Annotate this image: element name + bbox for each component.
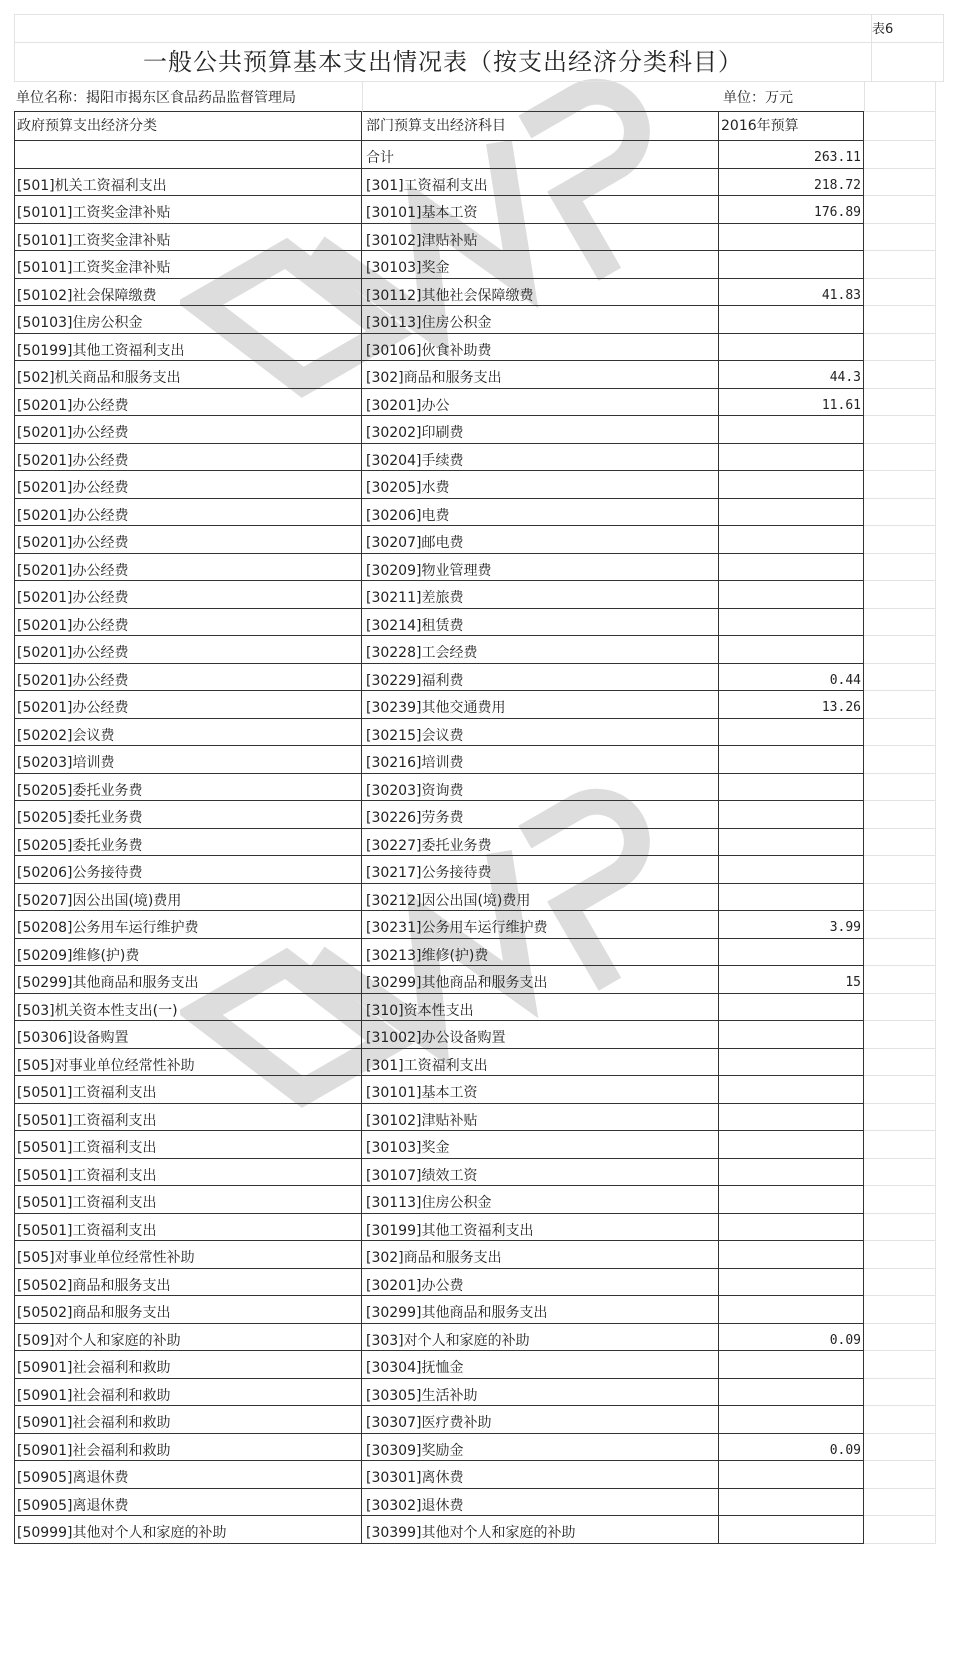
dept-item-cell: [301]工资福利支出 [362, 169, 719, 197]
gov-class-cell: [50299]其他商品和服务支出 [14, 966, 362, 994]
gov-class-cell: [505]对事业单位经常性补助 [14, 1241, 362, 1269]
blank-cell [864, 499, 936, 527]
blank-cell [864, 1324, 936, 1352]
dept-item-cell: [30304]抚恤金 [362, 1351, 719, 1379]
table-number: 表6 [872, 14, 944, 43]
amount-cell [719, 554, 864, 582]
table-row [14, 1489, 944, 1517]
blank-cell [864, 581, 936, 609]
gov-class-cell: [50999]其他对个人和家庭的补助 [14, 1516, 362, 1544]
gov-class-cell: [50102]社会保障缴费 [14, 279, 362, 307]
blank-cell [864, 719, 936, 747]
gov-class-cell: [50306]设备购置 [14, 1021, 362, 1049]
dept-item-cell: [30101]基本工资 [362, 1076, 719, 1104]
table-row [14, 471, 944, 499]
blank-cell [864, 746, 936, 774]
amount-cell [719, 994, 864, 1022]
amount-cell [719, 306, 864, 334]
blank-cell [864, 884, 936, 912]
gov-class-cell: [50101]工资奖金津补贴 [14, 196, 362, 224]
table-row [14, 1296, 944, 1324]
dept-item-cell: [301]工资福利支出 [362, 1049, 719, 1077]
dept-item-cell: [30203]资询费 [362, 774, 719, 802]
gov-class-cell: [50203]培训费 [14, 746, 362, 774]
gov-class-cell: [50502]商品和服务支出 [14, 1296, 362, 1324]
blank-cell [864, 279, 936, 307]
amount-cell: 263.11 [719, 141, 864, 169]
blank-cell [864, 1104, 936, 1132]
amount-cell [719, 499, 864, 527]
blank-cell [864, 801, 936, 829]
table-row [14, 609, 944, 637]
gov-class-cell: [50901]社会福利和救助 [14, 1434, 362, 1462]
gov-class-cell: [50501]工资福利支出 [14, 1076, 362, 1104]
dept-item-cell: [30113]住房公积金 [362, 1186, 719, 1214]
table-row [14, 1104, 944, 1132]
table-row [14, 966, 944, 994]
dept-item-cell: [30217]公务接待费 [362, 856, 719, 884]
gov-class-cell: [50201]办公经费 [14, 691, 362, 719]
blank-cell [864, 774, 936, 802]
dept-item-cell: [30216]培训费 [362, 746, 719, 774]
gov-class-cell: [50205]委托业务费 [14, 801, 362, 829]
blank-cell [864, 361, 936, 389]
table-row [14, 526, 944, 554]
amount-cell [719, 1159, 864, 1187]
amount-cell: 0.44 [719, 664, 864, 692]
dept-item-cell: 合计 [362, 141, 719, 169]
amount-cell [719, 416, 864, 444]
dept-item-cell: [30107]绩效工资 [362, 1159, 719, 1187]
table-row [14, 279, 944, 307]
gov-class-cell: [509]对个人和家庭的补助 [14, 1324, 362, 1352]
dept-item-cell: [30201]办公费 [362, 1269, 719, 1297]
gov-class-cell: [50209]维修(护)费 [14, 939, 362, 967]
table-body [14, 141, 944, 1544]
table-row [14, 1241, 944, 1269]
blank-cell [864, 251, 936, 279]
gov-class-cell: [50501]工资福利支出 [14, 1214, 362, 1242]
unit-info-row [14, 82, 944, 112]
table-row [14, 1351, 944, 1379]
dept-item-cell: [30302]退休费 [362, 1489, 719, 1517]
blank-cell [864, 1461, 936, 1489]
amount-cell [719, 829, 864, 857]
gov-class-cell: [50905]离退休费 [14, 1461, 362, 1489]
blank-cell [872, 43, 944, 82]
dept-item-cell: [30214]租赁费 [362, 609, 719, 637]
amount-cell [719, 1406, 864, 1434]
amount-cell [719, 1461, 864, 1489]
blank-cell [864, 664, 936, 692]
blank-cell [864, 1406, 936, 1434]
dept-item-cell: [30299]其他商品和服务支出 [362, 1296, 719, 1324]
gov-class-cell: [50201]办公经费 [14, 526, 362, 554]
table-row [14, 416, 944, 444]
amount-cell: 0.09 [719, 1434, 864, 1462]
blank-cell [864, 1379, 936, 1407]
amount-cell: 3.99 [719, 911, 864, 939]
blank-cell [864, 1186, 936, 1214]
amount-cell: 0.09 [719, 1324, 864, 1352]
table-row [14, 994, 944, 1022]
table-row [14, 1021, 944, 1049]
amount-cell: 218.72 [719, 169, 864, 197]
table-row [14, 801, 944, 829]
amount-cell [719, 1296, 864, 1324]
dept-item-cell: [30226]劳务费 [362, 801, 719, 829]
table-row [14, 939, 944, 967]
amount-cell [719, 1214, 864, 1242]
dept-item-cell: [30101]基本工资 [362, 196, 719, 224]
amount-cell [719, 939, 864, 967]
dept-item-cell: [30215]会议费 [362, 719, 719, 747]
table-header [14, 112, 944, 141]
amount-cell [719, 526, 864, 554]
table-row [14, 306, 944, 334]
table-row [14, 169, 944, 197]
amount-cell [719, 636, 864, 664]
gov-class-cell: [50207]因公出国(境)费用 [14, 884, 362, 912]
blank-cell [864, 1489, 936, 1517]
gov-class-cell: [50201]办公经费 [14, 389, 362, 417]
table-row [14, 1434, 944, 1462]
gov-class-cell: [50201]办公经费 [14, 444, 362, 472]
dept-item-cell: [30102]津贴补贴 [362, 1104, 719, 1132]
blank-cell [864, 994, 936, 1022]
gov-class-cell: [50201]办公经费 [14, 499, 362, 527]
dept-item-cell: [30206]电费 [362, 499, 719, 527]
gov-class-cell: [501]机关工资福利支出 [14, 169, 362, 197]
amount-cell [719, 1379, 864, 1407]
amount-cell [719, 1489, 864, 1517]
dept-item-cell: [30113]住房公积金 [362, 306, 719, 334]
table-row [14, 691, 944, 719]
dept-item-cell: [30202]印刷费 [362, 416, 719, 444]
gov-class-cell: [50201]办公经费 [14, 609, 362, 637]
amount-cell [719, 1049, 864, 1077]
dept-item-cell: [30305]生活补助 [362, 1379, 719, 1407]
blank-cell [864, 554, 936, 582]
dept-item-cell: [30205]水费 [362, 471, 719, 499]
amount-cell [719, 801, 864, 829]
table-row [14, 636, 944, 664]
blank-cell [864, 829, 936, 857]
blank-cell [864, 1516, 936, 1544]
dept-item-cell: [30231]公务用车运行维护费 [362, 911, 719, 939]
blank-cell [864, 1021, 936, 1049]
blank-cell [864, 141, 936, 169]
dept-item-cell: [30399]其他对个人和家庭的补助 [362, 1516, 719, 1544]
table-row [14, 251, 944, 279]
gov-class-cell: [50208]公务用车运行维护费 [14, 911, 362, 939]
dept-item-cell: [303]对个人和家庭的补助 [362, 1324, 719, 1352]
dept-item-cell: [30103]奖金 [362, 251, 719, 279]
blank-cell [864, 1351, 936, 1379]
table-row [14, 829, 944, 857]
blank-cell [864, 224, 936, 252]
amount-cell [719, 1241, 864, 1269]
amount-cell [719, 1186, 864, 1214]
blank-cell [864, 856, 936, 884]
table-row [14, 774, 944, 802]
gov-class-cell: [50201]办公经费 [14, 636, 362, 664]
amount-cell: 41.83 [719, 279, 864, 307]
dept-item-cell: [30239]其他交通费用 [362, 691, 719, 719]
amount-cell [719, 1351, 864, 1379]
blank-cell [864, 966, 936, 994]
gov-class-cell: [50501]工资福利支出 [14, 1104, 362, 1132]
dept-item-cell: [30229]福利费 [362, 664, 719, 692]
table-row [14, 141, 944, 169]
gov-class-cell: [50201]办公经费 [14, 471, 362, 499]
amount-cell [719, 1104, 864, 1132]
amount-cell: 44.3 [719, 361, 864, 389]
amount-cell [719, 884, 864, 912]
table-row [14, 911, 944, 939]
blank-cell [864, 444, 936, 472]
gov-class-cell: [502]机关商品和服务支出 [14, 361, 362, 389]
amount-cell [719, 746, 864, 774]
table-row [14, 746, 944, 774]
blank-cell [864, 1269, 936, 1297]
dept-item-cell: [302]商品和服务支出 [362, 361, 719, 389]
table-row [14, 719, 944, 747]
dept-item-cell: [30207]邮电费 [362, 526, 719, 554]
table-row [14, 499, 944, 527]
table-row [14, 1049, 944, 1077]
dept-item-cell: [30213]维修(护)费 [362, 939, 719, 967]
table-row [14, 361, 944, 389]
blank-cell [864, 196, 936, 224]
blank-cell [864, 334, 936, 362]
gov-class-cell: [50502]商品和服务支出 [14, 1269, 362, 1297]
blank-cell [864, 609, 936, 637]
dept-item-cell: [31002]办公设备购置 [362, 1021, 719, 1049]
table-number-row [14, 14, 944, 43]
header-budget: 2016年预算 [719, 112, 864, 141]
dept-item-cell: [30199]其他工资福利支出 [362, 1214, 719, 1242]
amount-cell: 15 [719, 966, 864, 994]
gov-class-cell: [50201]办公经费 [14, 554, 362, 582]
gov-class-cell: [50201]办公经费 [14, 416, 362, 444]
blank-cell [864, 1241, 936, 1269]
blank-cell [864, 1214, 936, 1242]
amount-cell [719, 1076, 864, 1104]
gov-class-cell: [505]对事业单位经常性补助 [14, 1049, 362, 1077]
amount-cell: 13.26 [719, 691, 864, 719]
dept-item-cell: [30103]奖金 [362, 1131, 719, 1159]
gov-class-cell: [50101]工资奖金津补贴 [14, 251, 362, 279]
gov-class-cell: [503]机关资本性支出(一) [14, 994, 362, 1022]
amount-cell [719, 1131, 864, 1159]
dept-item-cell: [30227]委托业务费 [362, 829, 719, 857]
dept-item-cell: [30102]津贴补贴 [362, 224, 719, 252]
table-row [14, 444, 944, 472]
title-row [14, 43, 944, 82]
dept-item-cell: [30106]伙食补助费 [362, 334, 719, 362]
dept-item-cell: [30209]物业管理费 [362, 554, 719, 582]
blank-cell [864, 691, 936, 719]
gov-class-cell: [50101]工资奖金津补贴 [14, 224, 362, 252]
dept-item-cell: [30204]手续费 [362, 444, 719, 472]
header-dept-item: 部门预算支出经济科目 [362, 112, 719, 141]
gov-class-cell: [50201]办公经费 [14, 581, 362, 609]
amount-cell [719, 581, 864, 609]
table-row [14, 1269, 944, 1297]
blank-cell [864, 471, 936, 499]
gov-class-cell: [50501]工资福利支出 [14, 1131, 362, 1159]
header-gov-class: 政府预算支出经济分类 [14, 112, 362, 141]
gov-class-cell: [50905]离退休费 [14, 1489, 362, 1517]
budget-sheet [14, 14, 944, 1544]
table-row [14, 884, 944, 912]
blank-cell [864, 526, 936, 554]
blank-cell [864, 636, 936, 664]
table-row [14, 1324, 944, 1352]
gov-class-cell: [50206]公务接待费 [14, 856, 362, 884]
table-row [14, 554, 944, 582]
gov-class-cell: [50202]会议费 [14, 719, 362, 747]
gov-class-cell: [50103]住房公积金 [14, 306, 362, 334]
amount-cell [719, 719, 864, 747]
dept-item-cell: [30112]其他社会保障缴费 [362, 279, 719, 307]
amount-cell [719, 444, 864, 472]
gov-class-cell: [50901]社会福利和救助 [14, 1406, 362, 1434]
amount-cell [719, 856, 864, 884]
dept-item-cell: [30301]离休费 [362, 1461, 719, 1489]
unit-name: 单位名称：揭阳市揭东区食品药品监督管理局 [14, 82, 362, 112]
amount-cell [719, 471, 864, 499]
dept-item-cell: [30211]差旅费 [362, 581, 719, 609]
blank-cell [864, 1049, 936, 1077]
amount-cell: 176.89 [719, 196, 864, 224]
table-row [14, 1379, 944, 1407]
gov-class-cell [14, 141, 362, 169]
blank-cell [864, 1434, 936, 1462]
table-row [14, 1516, 944, 1544]
gov-class-cell: [50205]委托业务费 [14, 829, 362, 857]
amount-cell [719, 251, 864, 279]
blank-cell [864, 1296, 936, 1324]
table-row [14, 1214, 944, 1242]
table-row [14, 334, 944, 362]
gov-class-cell: [50201]办公经费 [14, 664, 362, 692]
blank-cell [864, 911, 936, 939]
amount-cell [719, 224, 864, 252]
gov-class-cell: [50501]工资福利支出 [14, 1186, 362, 1214]
amount-cell [719, 609, 864, 637]
table-row [14, 1076, 944, 1104]
blank-cell [864, 939, 936, 967]
amount-cell [719, 334, 864, 362]
table-row [14, 224, 944, 252]
table-row [14, 581, 944, 609]
gov-class-cell: [50901]社会福利和救助 [14, 1379, 362, 1407]
dept-item-cell: [310]资本性支出 [362, 994, 719, 1022]
table-row [14, 1406, 944, 1434]
dept-item-cell: [30309]奖励金 [362, 1434, 719, 1462]
table-row [14, 1186, 944, 1214]
gov-class-cell: [50501]工资福利支出 [14, 1159, 362, 1187]
table-row [14, 856, 944, 884]
unit-label: 单位：万元 [719, 82, 864, 112]
blank-cell [864, 112, 936, 141]
dept-item-cell: [30307]医疗费补助 [362, 1406, 719, 1434]
amount-cell [719, 774, 864, 802]
blank-cell [864, 1159, 936, 1187]
amount-cell [719, 1269, 864, 1297]
table-row [14, 389, 944, 417]
gov-class-cell: [50199]其他工资福利支出 [14, 334, 362, 362]
dept-item-cell: [302]商品和服务支出 [362, 1241, 719, 1269]
blank-cell [864, 389, 936, 417]
blank-cell [864, 82, 936, 112]
blank-cell [362, 82, 719, 112]
table-row [14, 1131, 944, 1159]
amount-cell: 11.61 [719, 389, 864, 417]
blank-cell [864, 416, 936, 444]
table-row [14, 664, 944, 692]
gov-class-cell: [50901]社会福利和救助 [14, 1351, 362, 1379]
blank-cell [864, 1076, 936, 1104]
dept-item-cell: [30228]工会经费 [362, 636, 719, 664]
blank-cell [14, 14, 872, 43]
table-row [14, 1461, 944, 1489]
dept-item-cell: [30212]因公出国(境)费用 [362, 884, 719, 912]
table-row [14, 196, 944, 224]
dept-item-cell: [30201]办公 [362, 389, 719, 417]
gov-class-cell: [50205]委托业务费 [14, 774, 362, 802]
amount-cell [719, 1021, 864, 1049]
page-title: 一般公共预算基本支出情况表（按支出经济分类科目） [14, 43, 872, 82]
dept-item-cell: [30299]其他商品和服务支出 [362, 966, 719, 994]
blank-cell [864, 169, 936, 197]
table-row [14, 1159, 944, 1187]
amount-cell [719, 1516, 864, 1544]
blank-cell [864, 306, 936, 334]
blank-cell [864, 1131, 936, 1159]
